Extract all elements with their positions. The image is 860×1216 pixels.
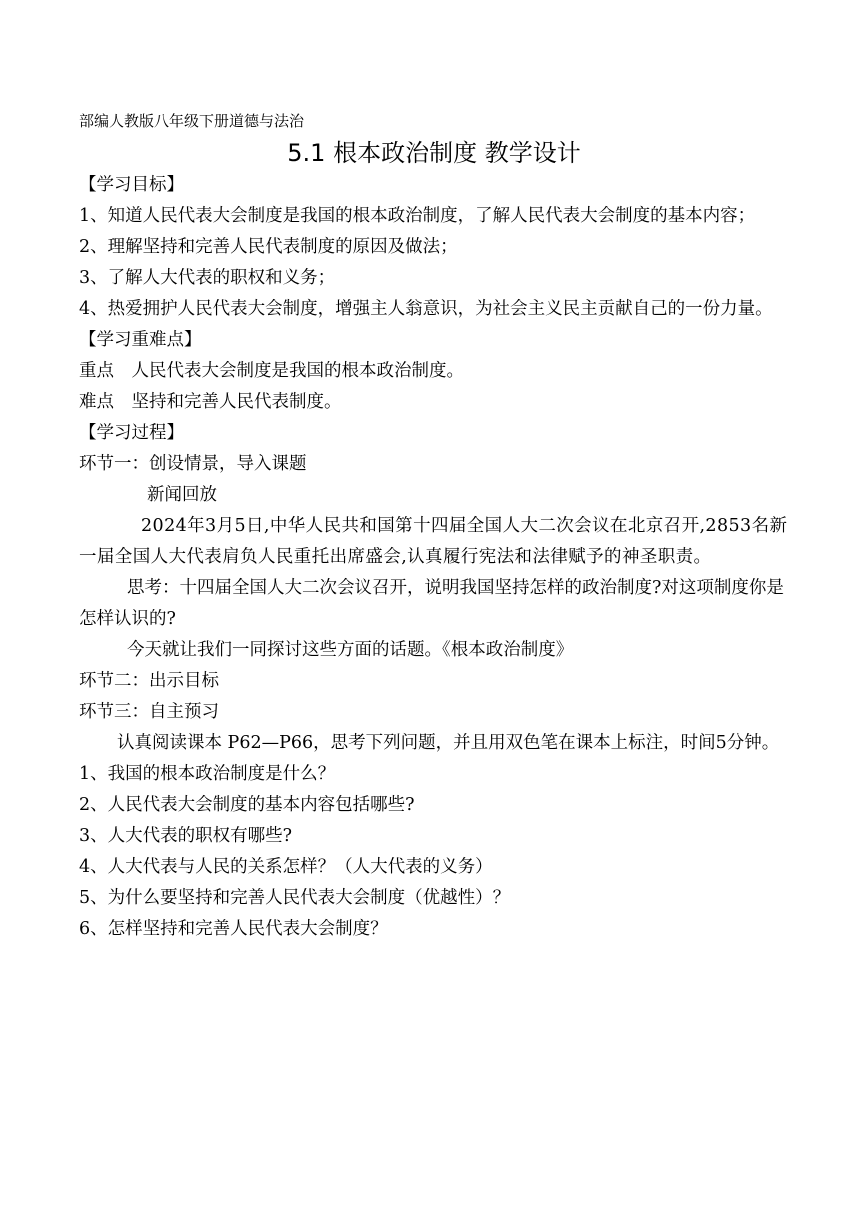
section-heading-key-points: 【学习重难点】 (79, 330, 202, 350)
section-heading-process: 【学习过程】 (79, 423, 184, 443)
goal-item-4: 4、热爱拥护人民代表大会制度，增强主人翁意识，为社会主义民主贡献自己的一份力量。 (79, 299, 773, 319)
today-topic: 今天就让我们一同探讨这些方面的话题。《根本政治制度》 (127, 640, 574, 660)
step-1-heading: 环节一：创设情景，导入课题 (79, 454, 307, 474)
step-3-heading: 环节三：自主预习 (79, 702, 219, 722)
news-body: 2024年3月5日,中华人民共和国第十四届全国人大二次会议在北京召开,2853名新一届全国人大代表肩负人民重托出席盛会,认真履行宪法和法律赋予的神圣职责。 (79, 516, 788, 567)
question-item-1: 1、我国的根本政治制度是什么？ (79, 764, 336, 784)
preview-instructions: 认真阅读课本 P62—P66，思考下列问题，并且用双色笔在课本上标注，时间5分钟。 (117, 733, 780, 753)
question-item-4: 4、人大代表与人民的关系怎样？（人大代表的义务） (79, 857, 493, 877)
key-point: 重点 人民代表大会制度是我国的根本政治制度。 (79, 361, 464, 381)
goal-item-2: 2、理解坚持和完善人民代表制度的原因及做法； (79, 237, 458, 257)
question-item-6: 6、怎样坚持和完善人民代表大会制度？ (79, 919, 388, 939)
news-title: 新闻回放 (147, 485, 217, 505)
think-question: 思考：十四届全国人大二次会议召开，说明我国坚持怎样的政治制度?对这项制度你是怎样认识的? (79, 578, 784, 629)
goal-item-3: 3、了解人大代表的职权和义务； (79, 268, 336, 288)
goal-item-1: 1、知道人民代表大会制度是我国的根本政治制度，了解人民代表大会制度的基本内容； (79, 206, 756, 226)
document-header: 部编人教版八年级下册道德与法治 (79, 112, 305, 130)
step-2-heading: 环节二：出示目标 (79, 671, 219, 691)
question-item-3: 3、人大代表的职权有哪些? (79, 826, 293, 846)
question-item-5: 5、为什么要坚持和完善人民代表大会制度（优越性）？ (79, 888, 511, 908)
difficult-point: 难点 坚持和完善人民代表制度。 (79, 392, 342, 412)
section-heading-goals: 【学习目标】 (79, 175, 184, 195)
document-page (79, 108, 789, 945)
document-title: 5.1 根本政治制度 教学设计 (287, 139, 581, 167)
question-item-2: 2、人民代表大会制度的基本内容包括哪些? (79, 795, 415, 815)
